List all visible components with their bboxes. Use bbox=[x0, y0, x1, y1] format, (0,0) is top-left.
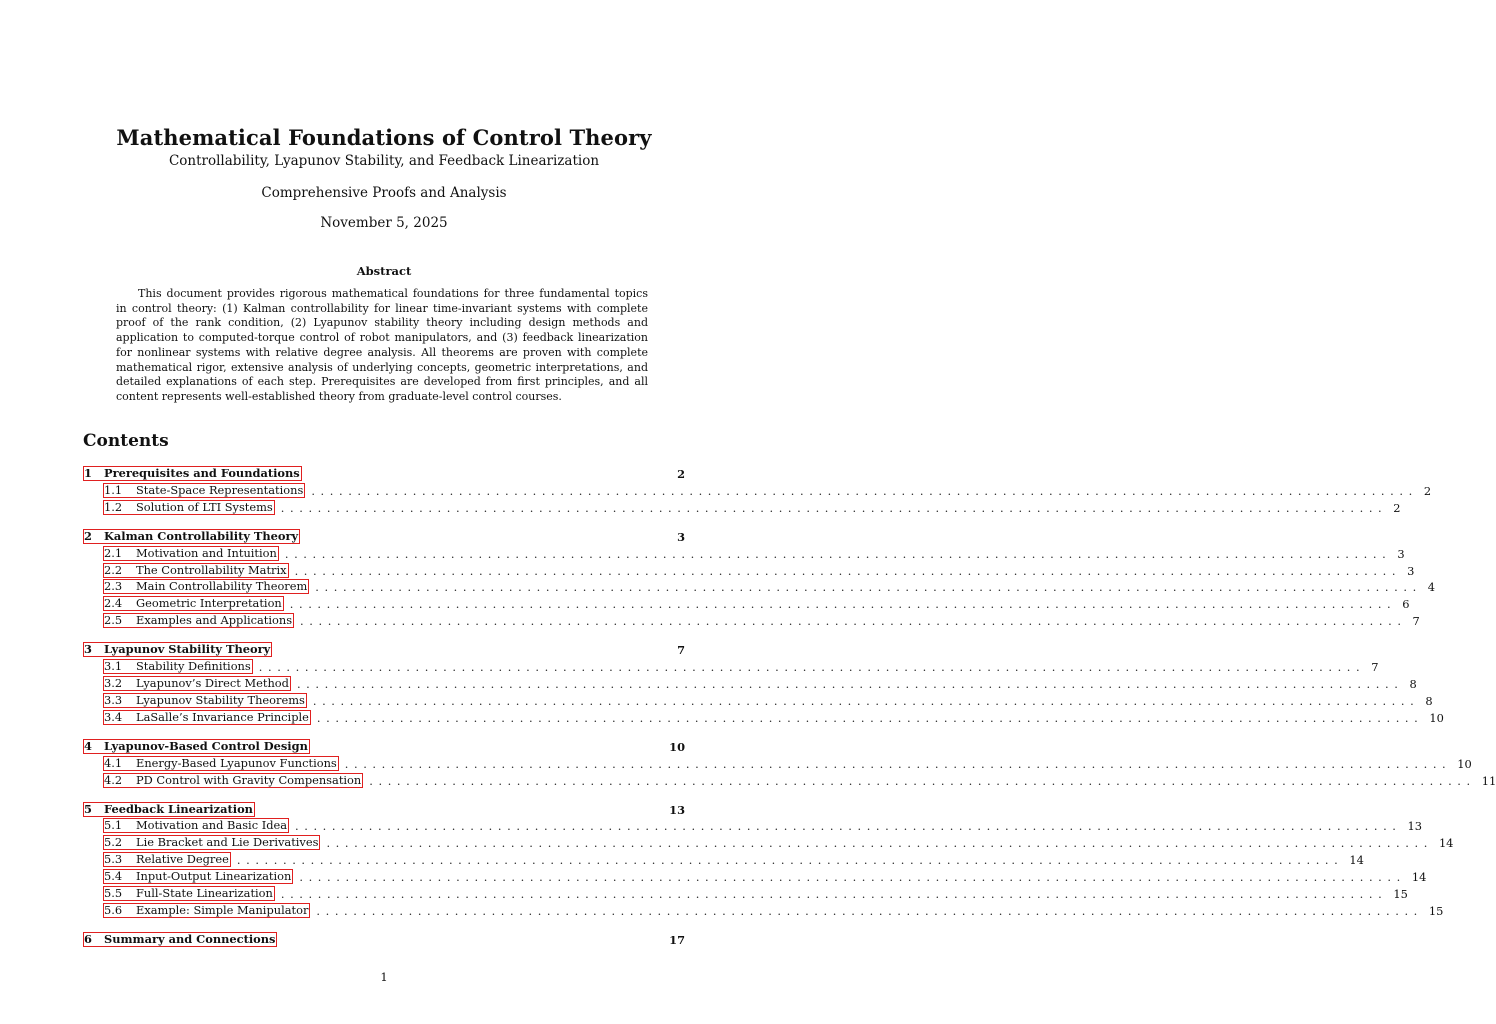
toc-leader-dots: ........................................................................................................................ bbox=[295, 819, 1402, 834]
toc-number: 5.5 bbox=[104, 886, 123, 901]
toc-entry bbox=[83, 527, 685, 544]
toc-page: 2 bbox=[677, 467, 685, 481]
toc-subentry bbox=[83, 691, 1433, 708]
toc-page: 10 bbox=[1457, 756, 1472, 771]
toc-page: 15 bbox=[1428, 903, 1444, 918]
toc-title: Solution of LTI Systems bbox=[136, 499, 273, 514]
toc-page: 11 bbox=[1481, 773, 1496, 788]
toc-subentry bbox=[83, 708, 1444, 725]
toc-link[interactable] bbox=[83, 739, 310, 754]
toc-leader-dots: ........................................................................................................................ bbox=[258, 660, 1366, 675]
toc-subentry bbox=[83, 674, 1417, 692]
toc-entry bbox=[83, 464, 685, 481]
toc-subentry bbox=[83, 817, 1423, 834]
toc-number: 3.2 bbox=[104, 676, 123, 691]
toc-link[interactable] bbox=[103, 483, 305, 498]
toc-subentry bbox=[83, 561, 1415, 578]
toc-number: 5.3 bbox=[104, 852, 123, 867]
toc-title: Input-Output Linearization bbox=[136, 869, 292, 884]
toc-page: 3 bbox=[1407, 563, 1415, 578]
toc-title: Lyapunov’s Direct Method bbox=[136, 676, 289, 691]
document-date: November 5, 2025 bbox=[320, 215, 448, 231]
toc-leader-dots: ........................................................................................................................ bbox=[299, 870, 1406, 885]
toc-number: 4 bbox=[84, 738, 92, 753]
toc-number: 3 bbox=[84, 642, 92, 657]
toc-number: 2 bbox=[84, 528, 92, 543]
toc-link[interactable] bbox=[103, 579, 309, 594]
toc-title: The Controllability Matrix bbox=[136, 562, 287, 577]
toc-number: 4.2 bbox=[104, 772, 123, 787]
toc-subentry bbox=[83, 901, 1444, 918]
toc-leader-dots: ........................................................................................................................ bbox=[326, 836, 1433, 851]
toc-link[interactable] bbox=[83, 642, 272, 657]
toc-number: 5.1 bbox=[104, 818, 123, 833]
page-number: 1 bbox=[380, 970, 388, 984]
toc-page: 17 bbox=[669, 932, 685, 947]
toc-number: 3.4 bbox=[104, 709, 123, 724]
toc-subentry bbox=[83, 544, 1405, 561]
toc-leader-dots: ........................................................................................................................ bbox=[236, 853, 1344, 868]
toc-entry bbox=[83, 737, 685, 754]
toc-leader-dots: ........................................................................................................................ bbox=[280, 500, 1388, 515]
toc-page: 2 bbox=[1393, 500, 1401, 515]
toc-title: PD Control with Gravity Compensation bbox=[136, 772, 362, 787]
toc-link[interactable] bbox=[103, 903, 310, 918]
toc-link[interactable] bbox=[103, 773, 363, 788]
toc-link[interactable] bbox=[103, 659, 253, 674]
title-block bbox=[0, 124, 768, 170]
toc-leader-dots: ........................................................................................................................ bbox=[316, 903, 1423, 918]
toc-section-3 bbox=[83, 640, 1444, 725]
toc-link[interactable] bbox=[103, 613, 294, 628]
toc-link[interactable] bbox=[103, 756, 339, 771]
toc-title: Motivation and Basic Idea bbox=[136, 818, 288, 833]
toc-link[interactable] bbox=[103, 869, 293, 884]
toc-link[interactable] bbox=[103, 818, 289, 833]
toc-number: 1.2 bbox=[104, 499, 123, 514]
toc-page: 7 bbox=[1412, 614, 1420, 629]
toc-number: 5.6 bbox=[104, 902, 123, 917]
toc-link[interactable] bbox=[83, 466, 302, 481]
toc-title: Geometric Interpretation bbox=[136, 596, 282, 611]
toc-page: 10 bbox=[1429, 710, 1444, 725]
toc-page: 2 bbox=[1423, 483, 1432, 498]
toc-entry bbox=[83, 640, 685, 657]
toc-link[interactable] bbox=[83, 802, 255, 817]
toc-leader-dots: ........................................................................................................................ bbox=[369, 773, 1476, 788]
toc-number: 6 bbox=[84, 931, 92, 946]
contents-heading: Contents bbox=[83, 431, 169, 451]
toc-page: 15 bbox=[1393, 887, 1408, 902]
toc-subentry bbox=[83, 833, 1454, 851]
toc-title: LaSalle’s Invariance Principle bbox=[136, 709, 309, 724]
toc-number: 5 bbox=[84, 801, 92, 816]
toc-leader-dots: ........................................................................................................................ bbox=[289, 597, 1397, 612]
toc-subentry bbox=[83, 850, 1364, 868]
toc-leader-dots: ........................................................................................................................ bbox=[284, 546, 1392, 561]
toc-title: Lie Bracket and Lie Derivatives bbox=[136, 835, 319, 850]
toc-title: Main Controllability Theorem bbox=[136, 579, 308, 594]
toc-link[interactable] bbox=[103, 676, 291, 691]
toc-title: Motivation and Intuition bbox=[136, 545, 277, 560]
abstract-body: This document provides rigorous mathematical foundations for three fundamental topics in control theory: (1) Kalman controllability for linear time-invariant systems with complete proof of the rank condition, (2) Lyapunov stability theory including design methods and application to computed-torque control of robot manipulators, and (3) feedback linearization for nonlinear systems with relative degree analysis. All theorems are proven with complete mathematical rigor, extensive analysis of underlying concepts, geometric interpretations, and detailed explanations of each step. Prerequisites are developed from first principles, and all content represents well-established theory from graduate-level control courses. bbox=[116, 287, 648, 403]
toc-title: Feedback Linearization bbox=[104, 801, 253, 816]
toc-subentry bbox=[83, 594, 1410, 612]
toc-page: 14 bbox=[1411, 870, 1427, 885]
toc-number: 3.1 bbox=[104, 659, 123, 674]
toc-number: 1 bbox=[84, 466, 92, 480]
toc-subentry bbox=[83, 611, 1420, 629]
toc-title: Relative Degree bbox=[136, 852, 229, 867]
toc-page: 13 bbox=[669, 802, 685, 817]
toc-title: Energy-Based Lyapunov Functions bbox=[136, 755, 337, 770]
toc-link[interactable] bbox=[83, 529, 300, 544]
toc-link[interactable] bbox=[103, 546, 279, 561]
toc-entry bbox=[83, 800, 685, 817]
toc-page: 7 bbox=[677, 643, 685, 658]
toc-link[interactable] bbox=[103, 835, 320, 850]
toc-section-5 bbox=[83, 800, 1454, 918]
toc-leader-dots: ........................................................................................................................ bbox=[296, 677, 1404, 692]
toc-subentry bbox=[83, 771, 1496, 788]
document-title: Mathematical Foundations of Control Theory bbox=[116, 125, 652, 150]
toc-entry bbox=[83, 930, 685, 947]
toc-leader-dots: ........................................................................................................................ bbox=[280, 887, 1388, 902]
toc-title: Lyapunov-Based Control Design bbox=[104, 738, 308, 753]
toc-title: Lyapunov Stability Theory bbox=[104, 642, 271, 657]
toc-section-2 bbox=[83, 527, 1436, 629]
toc-subentry bbox=[83, 498, 1401, 515]
toc-page: 10 bbox=[669, 739, 685, 754]
toc-number: 5.2 bbox=[104, 835, 123, 850]
toc-number: 3.3 bbox=[104, 692, 123, 707]
toc-leader-dots: ........................................................................................................................ bbox=[294, 563, 1402, 578]
toc-page: 6 bbox=[1402, 597, 1410, 612]
toc-page: 13 bbox=[1407, 819, 1423, 834]
toc-link[interactable] bbox=[103, 563, 289, 578]
toc-number: 1.1 bbox=[104, 482, 123, 497]
toc-section-6 bbox=[83, 930, 685, 947]
toc-number: 2.2 bbox=[104, 562, 123, 577]
table-of-contents bbox=[83, 464, 1496, 959]
toc-subentry bbox=[83, 481, 1432, 498]
toc-number: 2.4 bbox=[104, 596, 123, 611]
toc-title: Examples and Applications bbox=[136, 613, 293, 628]
toc-number: 2.1 bbox=[104, 545, 123, 560]
document-author: Comprehensive Proofs and Analysis bbox=[261, 185, 507, 201]
toc-page: 8 bbox=[1409, 677, 1417, 692]
toc-title: Prerequisites and Foundations bbox=[104, 466, 300, 480]
toc-link[interactable] bbox=[103, 710, 311, 725]
toc-page: 7 bbox=[1371, 660, 1379, 675]
toc-page: 4 bbox=[1427, 580, 1436, 595]
toc-section-1 bbox=[83, 464, 1432, 515]
toc-leader-dots: ........................................................................................................................ bbox=[311, 483, 1418, 498]
toc-link[interactable] bbox=[103, 693, 307, 708]
toc-title: State-Space Representations bbox=[136, 482, 304, 497]
toc-title: Full-State Linearization bbox=[136, 886, 273, 901]
document-subtitle: Controllability, Lyapunov Stability, and Feedback Linearization bbox=[168, 153, 600, 169]
toc-subentry bbox=[83, 867, 1427, 885]
toc-leader-dots: ........................................................................................................................ bbox=[300, 614, 1407, 629]
toc-title: Lyapunov Stability Theorems bbox=[136, 692, 305, 707]
toc-subentry bbox=[83, 578, 1436, 595]
toc-page: 14 bbox=[1349, 853, 1364, 868]
toc-subentry bbox=[83, 884, 1408, 902]
toc-title: Example: Simple Manipulator bbox=[136, 902, 309, 917]
abstract-heading: Abstract bbox=[356, 264, 412, 278]
toc-leader-dots: ........................................................................................................................ bbox=[344, 756, 1452, 771]
toc-link[interactable] bbox=[103, 852, 231, 867]
toc-number: 5.4 bbox=[104, 869, 123, 884]
toc-leader-dots: ........................................................................................................................ bbox=[315, 580, 1422, 595]
toc-subentry bbox=[83, 754, 1472, 771]
toc-number: 2.5 bbox=[104, 613, 123, 628]
toc-title: Stability Definitions bbox=[136, 659, 251, 674]
toc-subentry bbox=[83, 657, 1379, 675]
toc-link[interactable] bbox=[103, 500, 275, 515]
toc-leader-dots: ........................................................................................................................ bbox=[316, 710, 1424, 725]
toc-page: 14 bbox=[1438, 836, 1454, 851]
toc-link[interactable] bbox=[83, 932, 277, 947]
toc-leader-dots: ........................................................................................................................ bbox=[312, 693, 1420, 708]
toc-link[interactable] bbox=[103, 886, 275, 901]
toc-title: Kalman Controllability Theory bbox=[104, 528, 299, 543]
toc-page: 8 bbox=[1425, 693, 1433, 708]
toc-title: Summary and Connections bbox=[104, 931, 276, 946]
toc-page: 3 bbox=[1397, 546, 1405, 561]
toc-number: 2.3 bbox=[104, 579, 123, 594]
toc-page: 3 bbox=[677, 529, 685, 544]
toc-number: 4.1 bbox=[104, 755, 123, 770]
toc-section-4 bbox=[83, 737, 1496, 788]
toc-link[interactable] bbox=[103, 596, 284, 611]
